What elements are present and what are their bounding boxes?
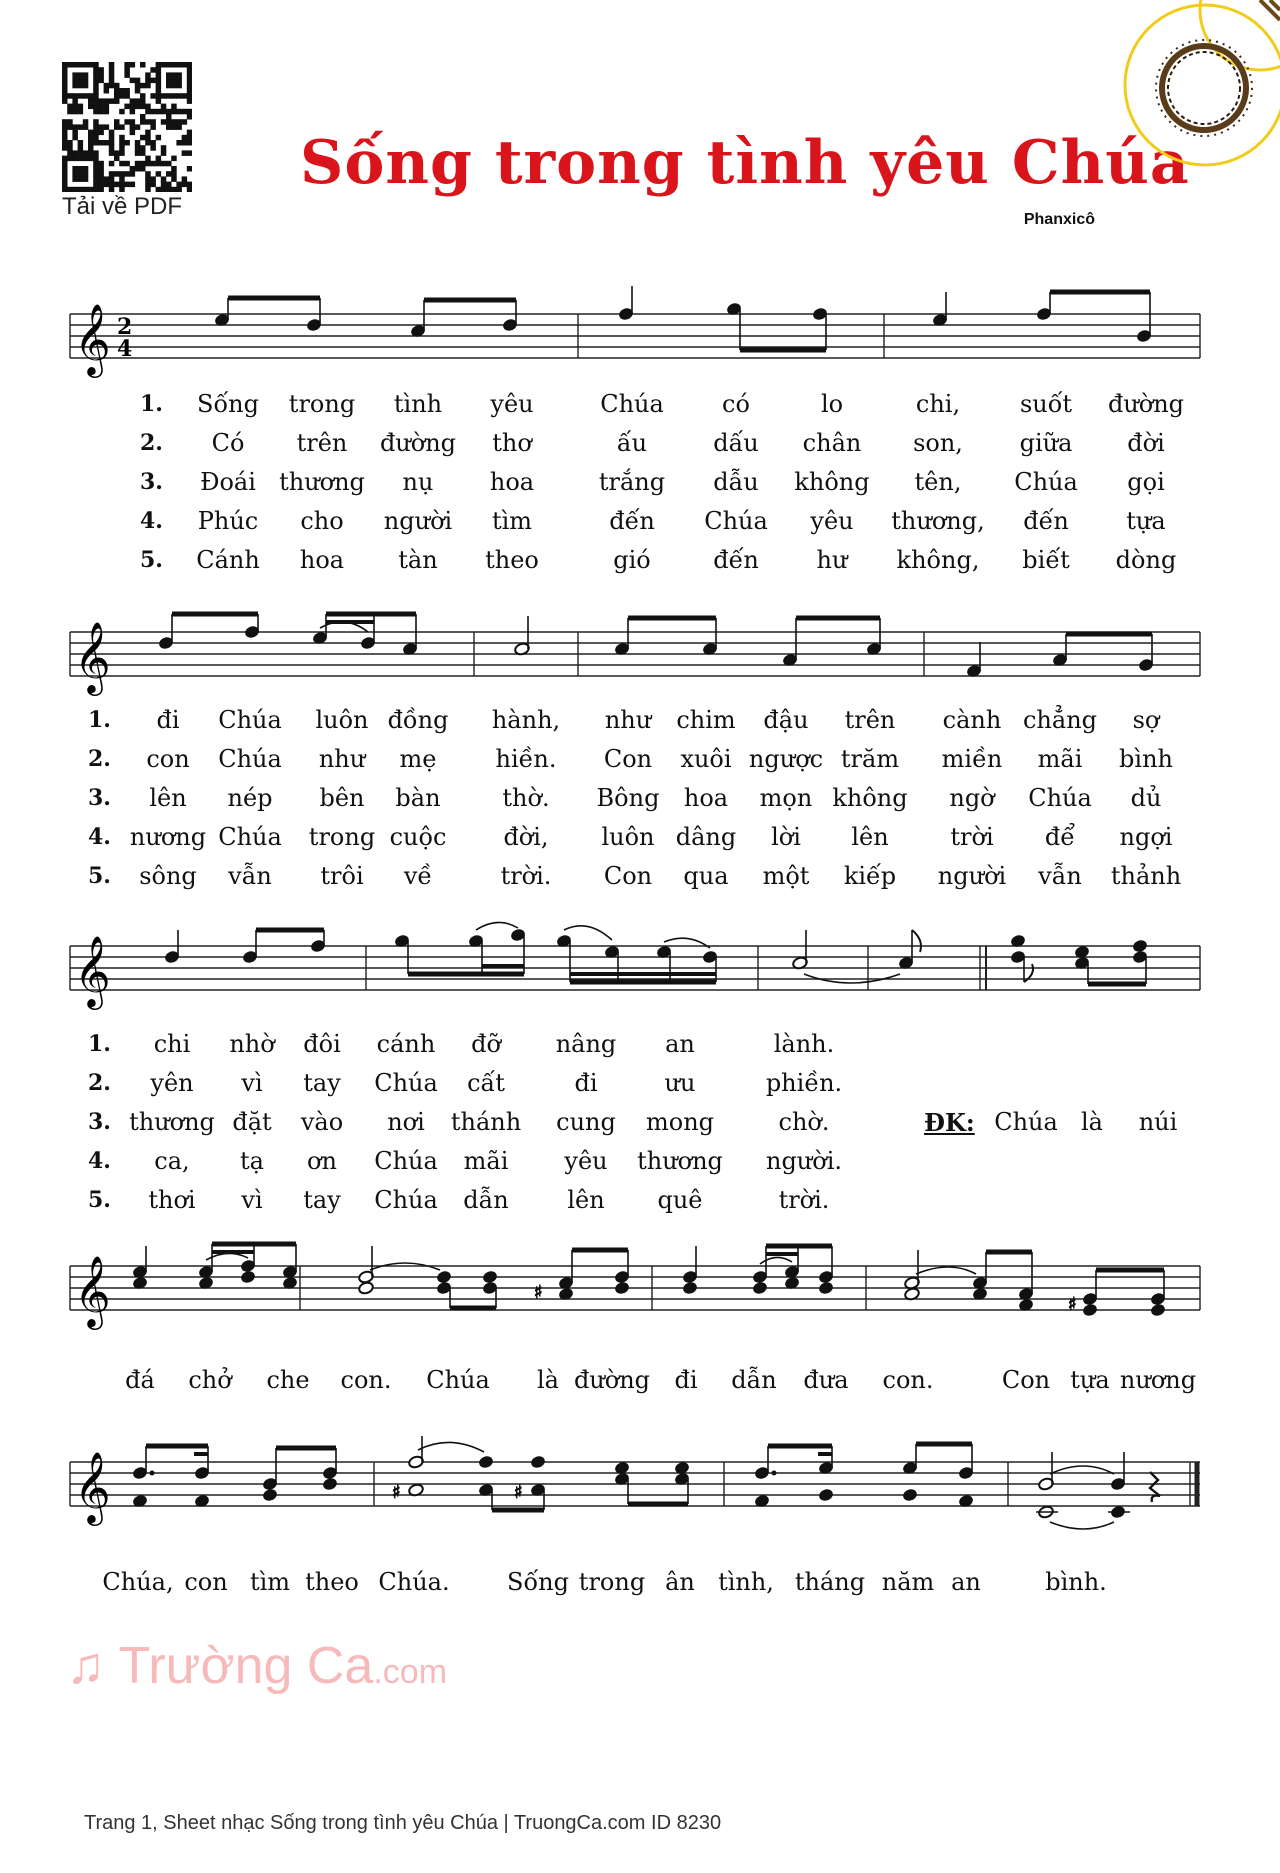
lyric-syllable: Chúa bbox=[994, 1108, 1058, 1136]
lyric-syllable: vì bbox=[241, 1069, 263, 1097]
verse-number: 1. bbox=[88, 1031, 111, 1057]
lyric-syllable: nhờ bbox=[229, 1030, 275, 1058]
lyric-syllable: Chúa bbox=[1028, 784, 1092, 812]
lyric-syllable: Sống bbox=[507, 1568, 569, 1596]
lyric-syllable: lên bbox=[567, 1186, 605, 1214]
lyric-syllable: tựa bbox=[1126, 507, 1166, 535]
lyric-syllable: đỡ bbox=[471, 1030, 501, 1058]
lyric-syllable: đường bbox=[1107, 390, 1185, 418]
lyric-syllable: tạ bbox=[240, 1147, 264, 1175]
lyric-syllable: không bbox=[794, 468, 870, 496]
watermark-brand: Trường Ca bbox=[118, 1637, 374, 1695]
verse-number: 2. bbox=[88, 746, 111, 772]
lyric-syllable: dẫu bbox=[713, 468, 759, 496]
lyric-syllable: đồng bbox=[387, 706, 449, 734]
lyric-syllable: mong bbox=[645, 1108, 715, 1136]
lyric-syllable: trắng bbox=[598, 468, 666, 496]
lyric-syllable: đời, bbox=[503, 823, 549, 851]
lyric-syllable: đôi bbox=[303, 1030, 341, 1058]
lyric-syllable: tìm bbox=[491, 507, 533, 535]
refrain-label: ĐK: bbox=[924, 1108, 975, 1137]
lyric-syllable: Chúa bbox=[704, 507, 768, 535]
lyric-syllable: cất bbox=[467, 1069, 505, 1097]
site-watermark bbox=[66, 1636, 447, 1696]
qr-code[interactable] bbox=[62, 62, 192, 192]
composer-name: Phanxicô bbox=[1023, 211, 1095, 228]
lyric-syllable: đi bbox=[574, 1069, 598, 1097]
lyric-syllable: nụ bbox=[402, 468, 434, 496]
lyric-syllable: cánh bbox=[376, 1030, 436, 1058]
staff-system-5 bbox=[0, 1428, 1280, 1538]
lyric-syllable: ngược bbox=[748, 745, 824, 773]
lyric-syllable: lời bbox=[771, 823, 801, 851]
lyric-syllable: theo bbox=[305, 1568, 359, 1596]
watermark-suffix: .com bbox=[373, 1653, 448, 1691]
verse-number: 2. bbox=[140, 430, 163, 456]
lyric-syllable: mọn bbox=[759, 784, 813, 812]
lyric-syllable: cung bbox=[556, 1108, 616, 1136]
lyric-syllable: chim bbox=[676, 706, 736, 734]
lyric-syllable: vì bbox=[241, 1186, 263, 1214]
lyric-syllable: ngờ bbox=[949, 784, 995, 812]
lyric-syllable: giữa bbox=[1019, 429, 1073, 457]
lyric-syllable: Con bbox=[1001, 1366, 1051, 1394]
time-signature-top: 2 bbox=[117, 314, 133, 340]
staff-system-1 bbox=[0, 280, 1280, 390]
lyric-syllable: chi bbox=[153, 1030, 191, 1058]
lyric-syllable: thơ bbox=[492, 429, 532, 457]
lyric-syllable: dòng bbox=[1115, 546, 1177, 574]
lyric-syllable: tên, bbox=[914, 468, 962, 496]
lyric-syllable: Chúa bbox=[426, 1366, 490, 1394]
lyric-syllable: một bbox=[762, 862, 810, 890]
treble-clef-icon: 𝄞 bbox=[74, 302, 111, 375]
crown-of-thorns-icon bbox=[1110, 0, 1280, 185]
lyric-syllable: năm bbox=[881, 1568, 935, 1596]
lyric-syllable: dấu bbox=[713, 429, 759, 457]
verse-number: 5. bbox=[88, 1187, 111, 1213]
staff-system-2 bbox=[0, 598, 1280, 708]
lyric-syllable: người bbox=[937, 862, 1007, 890]
lyric-syllable: nương bbox=[129, 823, 207, 851]
lyric-syllable: Chúa bbox=[218, 706, 282, 734]
lyric-syllable: nép bbox=[227, 784, 273, 812]
lyric-syllable: lên bbox=[851, 823, 889, 851]
lyric-syllable: lành. bbox=[773, 1030, 835, 1058]
lyric-syllable: không, bbox=[896, 546, 980, 574]
lyric-syllable: đường bbox=[379, 429, 457, 457]
lyric-syllable: thờ. bbox=[502, 784, 550, 812]
lyric-syllable: Chúa bbox=[1014, 468, 1078, 496]
lyric-syllable: Chúa bbox=[374, 1069, 438, 1097]
lyric-syllable: thương bbox=[129, 1108, 215, 1136]
lyric-syllable: vào bbox=[300, 1108, 344, 1136]
lyric-syllable: Chúa bbox=[218, 745, 282, 773]
lyric-syllable: suốt bbox=[1019, 390, 1073, 418]
lyric-syllable: miền bbox=[941, 745, 1003, 773]
lyric-syllable: trời bbox=[950, 823, 994, 851]
lyric-syllable: xuôi bbox=[680, 745, 732, 773]
lyric-syllable: con. bbox=[340, 1366, 392, 1394]
lyric-syllable: Con bbox=[603, 862, 653, 890]
lyric-syllable: chân bbox=[802, 429, 862, 457]
staff-system-4 bbox=[0, 1232, 1280, 1342]
lyric-syllable: dẫn bbox=[463, 1186, 509, 1214]
quarter-rest-icon bbox=[1150, 1472, 1160, 1502]
lyric-syllable: con bbox=[146, 745, 190, 773]
lyric-syllable: tình bbox=[393, 390, 443, 418]
lyric-syllable: luôn bbox=[315, 706, 369, 734]
lyric-syllable: đến bbox=[1023, 507, 1069, 535]
lyric-syllable: đưa bbox=[803, 1366, 849, 1394]
lyric-syllable: không bbox=[832, 784, 908, 812]
verse-number: 3. bbox=[88, 1109, 111, 1135]
lyric-syllable: nương bbox=[1119, 1366, 1197, 1394]
sharp-icon: ♯ bbox=[534, 1282, 543, 1303]
lyric-syllable: con. bbox=[882, 1366, 934, 1394]
lyric-syllable: ấu bbox=[616, 429, 648, 457]
lyric-syllable: sợ bbox=[1132, 706, 1160, 734]
verse-number: 2. bbox=[88, 1070, 111, 1096]
lyric-syllable: tìm bbox=[249, 1568, 291, 1596]
verse-number: 4. bbox=[140, 508, 163, 534]
lyric-syllable: trời. bbox=[500, 862, 552, 890]
lyric-syllable: là bbox=[537, 1366, 559, 1394]
lyric-syllable: trong bbox=[308, 823, 376, 851]
sharp-icon: ♯ bbox=[1068, 1294, 1077, 1315]
lyric-syllable: hư bbox=[816, 546, 848, 574]
song-title: Sống trong tình yêu Chúa bbox=[300, 128, 1190, 198]
lyric-syllable: bàn bbox=[395, 784, 441, 812]
lyric-syllable: Có bbox=[211, 429, 245, 457]
lyric-syllable: đậu bbox=[763, 706, 809, 734]
lyric-syllable: ngợi bbox=[1119, 823, 1173, 851]
lyric-syllable: nâng bbox=[555, 1030, 617, 1058]
lyric-syllable: bình bbox=[1119, 745, 1173, 773]
verse-number: 4. bbox=[88, 1148, 111, 1174]
lyric-syllable: để bbox=[1044, 823, 1076, 851]
lyric-syllable: tay bbox=[303, 1069, 341, 1097]
treble-clef-icon: 𝄞 bbox=[74, 620, 111, 693]
lyric-syllable: chở bbox=[188, 1366, 232, 1394]
lyric-syllable: đời bbox=[1127, 429, 1165, 457]
lyric-syllable: ca, bbox=[154, 1147, 190, 1175]
lyric-syllable: Phúc bbox=[197, 507, 259, 535]
lyric-syllable: cuộc bbox=[389, 823, 447, 851]
lyric-syllable: Bông bbox=[596, 784, 660, 812]
lyric-syllable: trong bbox=[578, 1568, 646, 1596]
watermark-music-icon: ♫ bbox=[66, 1637, 105, 1695]
lyric-syllable: kiếp bbox=[843, 862, 897, 890]
lyric-syllable: Chúa. bbox=[378, 1568, 450, 1596]
lyric-syllable: chi, bbox=[915, 390, 961, 418]
lyric-syllable: hành, bbox=[491, 706, 561, 734]
lyric-syllable: luôn bbox=[601, 823, 655, 851]
lyric-syllable: thương bbox=[279, 468, 365, 496]
lyric-syllable: đến bbox=[609, 507, 655, 535]
lyric-syllable: vẫn bbox=[1038, 862, 1082, 890]
lyric-syllable: gọi bbox=[1127, 468, 1165, 496]
lyric-syllable: dẫn bbox=[731, 1366, 777, 1394]
lyric-syllable: qua bbox=[683, 862, 729, 890]
lyric-syllable: biết bbox=[1022, 546, 1070, 574]
verse-number: 3. bbox=[88, 785, 111, 811]
lyric-syllable: yêu bbox=[564, 1147, 608, 1175]
lyric-syllable: Sống bbox=[197, 390, 259, 418]
lyric-syllable: thương bbox=[637, 1147, 723, 1175]
lyric-syllable: chẳng bbox=[1022, 706, 1098, 734]
lyric-syllable: người bbox=[383, 507, 453, 535]
lyric-syllable: tình, bbox=[718, 1568, 774, 1596]
lyric-syllable: thánh bbox=[450, 1108, 522, 1136]
lyric-syllable: có bbox=[722, 390, 750, 418]
lyric-syllable: phiền. bbox=[765, 1069, 843, 1097]
lyric-syllable: cành bbox=[942, 706, 1002, 734]
lyric-syllable: về bbox=[403, 862, 433, 890]
lyric-syllable: sông bbox=[139, 862, 197, 890]
lyric-syllable: mãi bbox=[463, 1147, 509, 1175]
lyric-syllable: núi bbox=[1138, 1108, 1178, 1136]
lyric-syllable: tựa bbox=[1070, 1366, 1110, 1394]
verse-number: 1. bbox=[88, 707, 111, 733]
lyric-syllable: trăm bbox=[840, 745, 900, 773]
treble-clef-icon: 𝄞 bbox=[74, 1254, 111, 1327]
lyric-syllable: Cánh bbox=[196, 546, 260, 574]
lyric-syllable: đá bbox=[125, 1366, 155, 1394]
download-pdf-label[interactable]: Tải về PDF bbox=[62, 193, 183, 220]
lyric-syllable: Chúa bbox=[600, 390, 664, 418]
lyric-syllable: là bbox=[1081, 1108, 1103, 1136]
lyric-syllable: thương, bbox=[891, 507, 985, 535]
lyric-syllable: Đoái bbox=[200, 468, 256, 496]
page-footer: Trang 1, Sheet nhạc Sống trong tình yêu Chúa | TruongCa.com ID 8230 bbox=[84, 1812, 722, 1834]
lyric-syllable: như bbox=[604, 706, 652, 734]
lyric-syllable: Chúa, bbox=[102, 1568, 174, 1596]
lyric-syllable: Chúa bbox=[374, 1186, 438, 1214]
lyric-syllable: tay bbox=[303, 1186, 341, 1214]
verse-number: 5. bbox=[88, 863, 111, 889]
lyric-syllable: dâng bbox=[675, 823, 737, 851]
lyric-syllable: son, bbox=[913, 429, 963, 457]
lyric-syllable: đường bbox=[573, 1366, 651, 1394]
lyric-syllable: lên bbox=[149, 784, 187, 812]
sharp-icon: ♯ bbox=[392, 1482, 401, 1503]
lyric-syllable: yêu bbox=[810, 507, 854, 535]
lyric-syllable: trôi bbox=[320, 862, 364, 890]
lyric-syllable: mẹ bbox=[399, 745, 437, 773]
lyric-syllable: nơi bbox=[387, 1108, 425, 1136]
lyric-syllable: hoa bbox=[299, 546, 345, 574]
lyric-syllable: ân bbox=[665, 1568, 695, 1596]
staff-system-3 bbox=[0, 912, 1280, 1022]
treble-clef-icon: 𝄞 bbox=[74, 1450, 111, 1523]
lyric-syllable: gió bbox=[613, 546, 651, 574]
lyric-syllable: bình. bbox=[1045, 1568, 1107, 1596]
lyric-syllable: tàn bbox=[398, 546, 438, 574]
verse-number: 5. bbox=[140, 547, 163, 573]
lyric-syllable: đi bbox=[674, 1366, 698, 1394]
lyric-syllable: yêu bbox=[490, 390, 534, 418]
lyric-syllable: an bbox=[951, 1568, 981, 1596]
lyric-syllable: ơn bbox=[307, 1147, 337, 1175]
lyric-syllable: chờ. bbox=[778, 1108, 830, 1136]
lyric-syllable: như bbox=[318, 745, 366, 773]
lyric-syllable: cho bbox=[300, 507, 344, 535]
lyric-syllable: che bbox=[266, 1366, 310, 1394]
lyric-syllable: trên bbox=[296, 429, 348, 457]
lyric-syllable: mãi bbox=[1037, 745, 1083, 773]
lyric-syllable: vẫn bbox=[228, 862, 272, 890]
lyric-syllable: ưu bbox=[664, 1069, 696, 1097]
time-signature-bottom: 4 bbox=[117, 336, 133, 362]
lyric-syllable: trong bbox=[288, 390, 356, 418]
lyric-syllable: tháng bbox=[794, 1568, 866, 1596]
treble-clef-icon: 𝄞 bbox=[74, 934, 111, 1007]
sharp-icon: ♯ bbox=[514, 1482, 523, 1503]
lyric-syllable: dủ bbox=[1130, 784, 1162, 812]
lyric-syllable: Con bbox=[603, 745, 653, 773]
lyric-syllable: Chúa bbox=[218, 823, 282, 851]
lyric-syllable: hiền. bbox=[495, 745, 557, 773]
lyric-syllable: bên bbox=[319, 784, 365, 812]
lyric-syllable: con bbox=[184, 1568, 228, 1596]
lyric-syllable: đến bbox=[713, 546, 759, 574]
lyric-syllable: trên bbox=[844, 706, 896, 734]
lyric-syllable: đặt bbox=[232, 1108, 272, 1136]
lyric-syllable: theo bbox=[485, 546, 539, 574]
lyric-syllable: thơi bbox=[148, 1186, 196, 1214]
verse-number: 3. bbox=[140, 469, 163, 495]
lyric-syllable: hoa bbox=[683, 784, 729, 812]
lyric-syllable: yên bbox=[150, 1069, 194, 1097]
lyric-syllable: Chúa bbox=[374, 1147, 438, 1175]
lyric-syllable: thảnh bbox=[1110, 862, 1182, 890]
lyric-syllable: lo bbox=[820, 390, 844, 418]
lyric-syllable: trời. bbox=[778, 1186, 830, 1214]
lyric-syllable: quê bbox=[657, 1186, 703, 1214]
lyric-syllable: đi bbox=[156, 706, 180, 734]
lyric-syllable: hoa bbox=[489, 468, 535, 496]
lyric-syllable: an bbox=[665, 1030, 695, 1058]
verse-number: 1. bbox=[140, 391, 163, 417]
lyric-syllable: người. bbox=[765, 1147, 843, 1175]
verse-number: 4. bbox=[88, 824, 111, 850]
